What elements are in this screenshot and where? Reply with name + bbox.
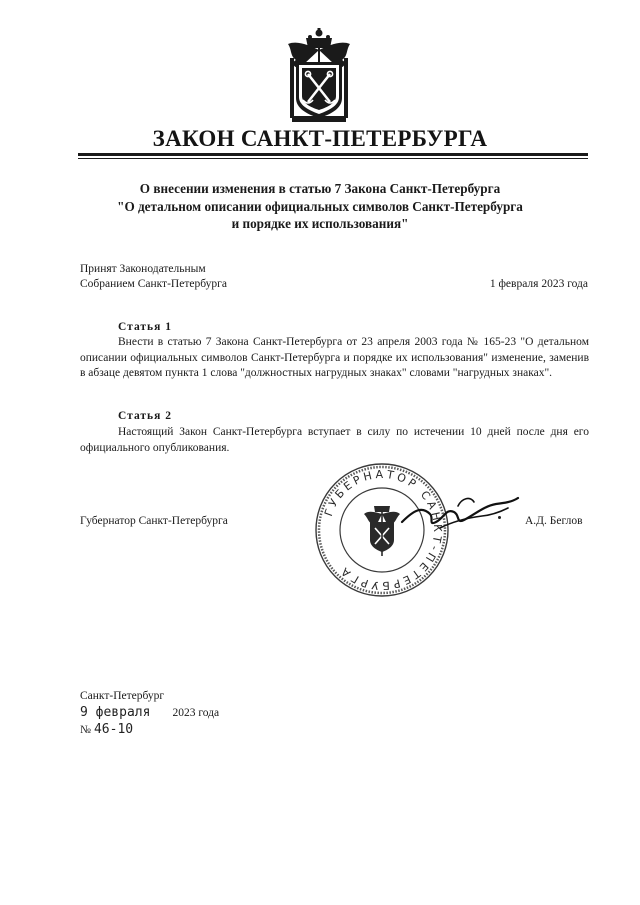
title-divider-thick [78, 153, 588, 156]
registration-number-prefix: № [80, 724, 91, 736]
governor-name: А.Д. Беглов [525, 515, 583, 527]
registration-number [80, 722, 133, 737]
document-title: ЗАКОН САНКТ-ПЕТЕРБУРГА [152, 126, 488, 151]
title-divider-thin [78, 158, 588, 159]
registration-number-handwritten: 46-10 [93, 722, 134, 737]
signing-place: Санкт-Петербург [80, 690, 165, 702]
adoption-line-2: Собранием Санкт-Петербурга [80, 278, 227, 290]
signing-date [80, 705, 219, 720]
seal-ring-text: ГУБЕРНАТОР САНКТ-ПЕТЕРБУРГА [321, 467, 445, 593]
adoption-date: 1 февраля 2023 года [489, 278, 588, 290]
subtitle-line-3: и порядке их использования" [231, 216, 409, 231]
signing-date-year: 2023 года [172, 707, 220, 719]
article-2-heading: Статья 2 [118, 410, 172, 422]
law-subtitle [60, 180, 580, 233]
st-petersburg-coat-of-arms-icon [280, 28, 358, 126]
adoption-line-1: Принят Законодательным [80, 263, 206, 275]
subtitle-line-1: О внесении изменения в статью 7 Закона Санкт-Петербурга [139, 181, 501, 196]
article-1-text: Внести в статью 7 Закона Санкт-Петербурга от 23 апреля 2003 года № 165-23 "О детальном описании официальных символов Санкт-Петербурга и порядке их использования" изменение, заменив в абзаце девятом пункта 1 слова "должностных нагрудных знаках" словами "нагрудных знаках". [80, 336, 589, 379]
signature-dot [498, 516, 501, 519]
article-2-text: Настоящий Закон Санкт-Петербурга вступает в силу по истечении 10 дней после дня его официального опубликования. [80, 426, 589, 454]
handwritten-signature-icon [400, 488, 520, 548]
subtitle-line-2: "О детальном описании официальных символов Санкт-Петербурга [117, 198, 523, 214]
governor-position: Губернатор Санкт-Петербурга [80, 515, 228, 527]
article-1-heading: Статья 1 [118, 321, 172, 333]
signing-date-handwritten: 9 февраля [80, 705, 151, 720]
